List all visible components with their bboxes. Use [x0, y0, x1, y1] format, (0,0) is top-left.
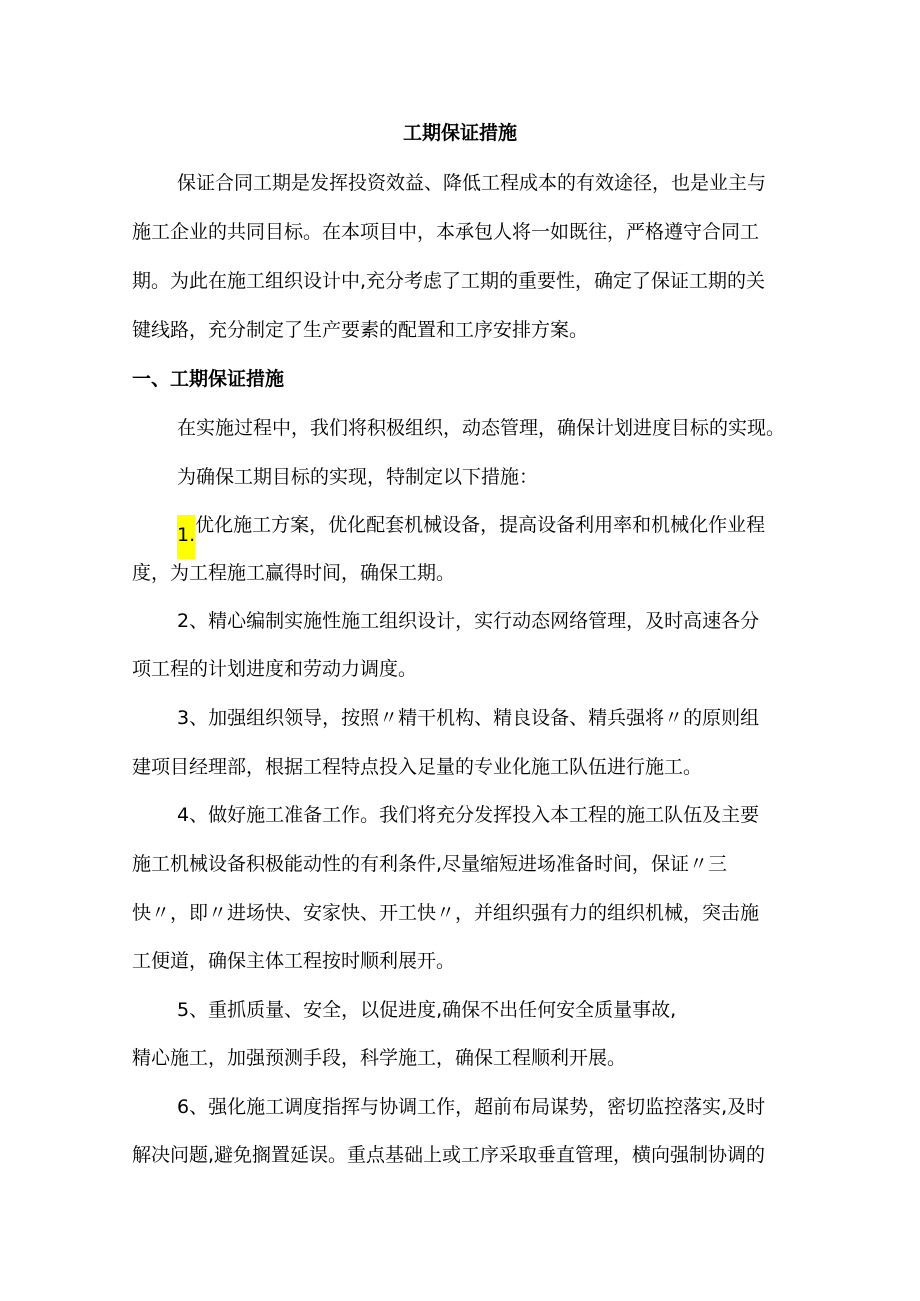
item-1-line-2: 度，为工程施工赢得时间，确保工期。	[132, 562, 456, 584]
item-4-line-3: 快〃，即〃进场快、安家快、开工快〃，并组织强有力的组织机械，突击施	[132, 902, 760, 924]
item-2-line-1: 2、精心编制实施性施工组织设计，实行动态网络管理，及时高速各分	[177, 610, 760, 632]
section-line-2: 为确保工期目标的实现，特制定以下措施：	[177, 466, 539, 488]
intro-line-3: 期。为此在施工组织设计中,充分考虑了工期的重要性，确定了保证工期的关	[132, 270, 766, 292]
item-5-line-2: 精心施工，加强预测手段，科学施工，确保工程顺利开展。	[132, 1047, 627, 1069]
item-5-line-1: 5、重抓质量、安全，以促进度,确保不出任何安全质量事故,	[177, 999, 677, 1021]
item-6-line-1: 6、强化施工调度指挥与协调工作，超前布局谋势，密切监控落实,及时	[177, 1096, 766, 1118]
item-4-line-2: 施工机械设备积极能动性的有利条件,尽量缩短进场准备时间，保证〃三	[132, 853, 728, 875]
item-1-number-highlight: 1.	[177, 515, 195, 559]
item-4-line-1: 4、做好施工准备工作。我们将充分发挥投入本工程的施工队伍及主要	[177, 804, 760, 826]
item-2-line-2: 项工程的计划进度和劳动力调度。	[132, 658, 418, 680]
item-3-line-2: 建项目经理部，根据工程特点投入足量的专业化施工队伍进行施工。	[132, 756, 703, 778]
section-heading: 一、工期保证措施	[132, 368, 285, 390]
intro-line-1: 保证合同工期是发挥投资效益、降低工程成本的有效途径，也是业主与	[177, 172, 767, 194]
intro-line-2: 施工企业的共同目标。在本项目中，本承包人将一如既往，严格遵守合同工	[132, 221, 760, 243]
intro-line-4: 键线路，充分制定了生产要素的配置和工序安排方案。	[132, 319, 589, 341]
item-4-line-4: 工便道，确保主体工程按时顺利展开。	[132, 950, 456, 972]
item-6-line-2: 解决问题,避免搁置延误。重点基础上或工序采取垂直管理，横向强制协调的	[132, 1144, 766, 1166]
item-1-line-1	[177, 510, 847, 559]
item-3-line-1: 3、加强组织领导，按照〃精干机构、精良设备、精兵强将〃的原则组	[177, 707, 760, 729]
document-title: 工期保证措施	[402, 122, 517, 144]
section-line-1: 在实施过程中，我们将积极组织，动态管理，确保计划进度目标的实现。	[177, 417, 786, 439]
item-1-text: 优化施工方案，优化配套机械设备，提高设备利用率和机械化作业程	[195, 514, 766, 536]
